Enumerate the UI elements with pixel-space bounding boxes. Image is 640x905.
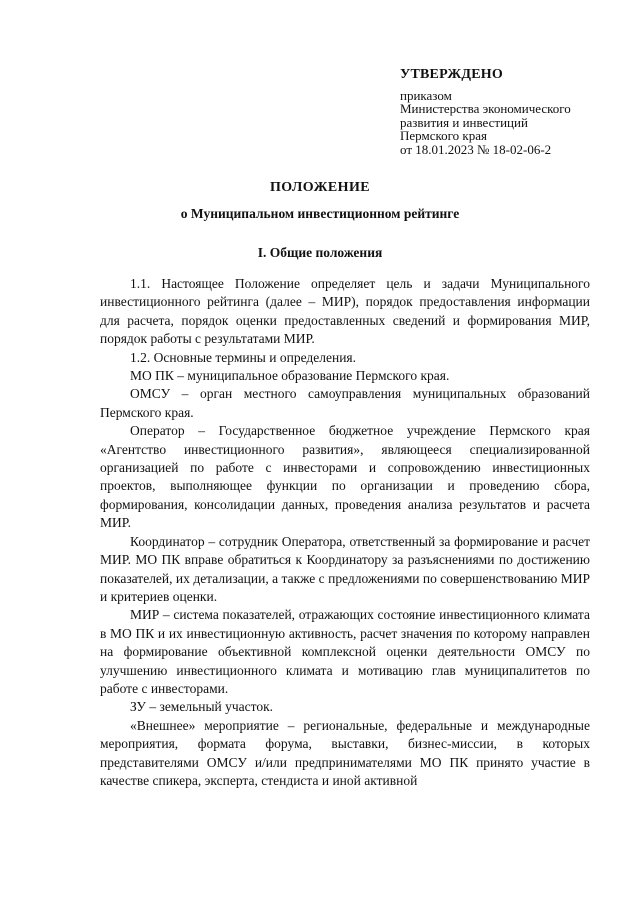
paragraph: Оператор – Государственное бюджетное учреждение Пермского края «Агентство инвестиционного развития», являющееся специализированной организацией по работе с инвесторами и сопровождению инвестиционных проектов, выполняющее функции по организации и проведению сбора, формирования, консолидации данных, проведения анализа результатов и расчета МИР. bbox=[100, 423, 590, 531]
approval-heading: УТВЕРЖДЕНО bbox=[400, 67, 503, 82]
approval-line: приказом bbox=[400, 87, 452, 103]
paragraph: 1.1. Настоящее Положение определяет цель и задачи Муниципального инвестиционного рейтинга (далее – МИР), порядок предоставления информации для расчета, порядок оценки предоставленных сведений и формирования МИР, порядок работы с результатами МИР. bbox=[100, 276, 590, 347]
approval-line: от 18.01.2023 № 18-02-06-2 bbox=[400, 141, 552, 157]
paragraph: МО ПК – муниципальное образование Пермского края. bbox=[130, 368, 450, 384]
paragraph: МИР – система показателей, отражающих состояние инвестиционного климата в МО ПК и их инвестиционную активность, расчет значения по которому направлен на формирование объективной комплексной оценки деятельности ОМСУ по улучшению инвестиционного климата и мотивацию глав муниципалитетов по работе с инвесторами. bbox=[100, 607, 590, 696]
approval-line: Пермского края bbox=[400, 128, 487, 143]
paragraph: Координатор – сотрудник Оператора, ответственный за формирование и расчет МИР. МО ПК вправе обратиться к Координатору за разъяснениями по достижению показателей, их детализации, а также с предложениями по совершенствованию МИР и критериев оценки. bbox=[100, 533, 590, 604]
section-title: I. Общие положения bbox=[257, 245, 383, 260]
paragraph: 1.2. Основные термины и определения. bbox=[130, 349, 357, 365]
paragraph: ЗУ – земельный участок. bbox=[130, 699, 274, 715]
approval-line: развития и инвестиций bbox=[400, 114, 528, 130]
paragraph: «Внешнее» мероприятие – региональные, федеральные и международные мероприятия, формата форума, выставки, бизнес-миссии, в которых представителями ОМСУ и/или предпринимателями МО ПК принято участие в качестве спикера, эксперта, стендиста и иной активной bbox=[100, 717, 590, 788]
document-subtitle: о Муниципальном инвестиционном рейтинге bbox=[180, 206, 460, 221]
paragraph: ОМСУ – орган местного самоуправления муниципальных образований Пермского края. bbox=[100, 386, 590, 420]
document-body bbox=[100, 275, 590, 790]
approval-line: Министерства экономического bbox=[400, 101, 571, 116]
approval-block bbox=[400, 68, 571, 156]
document-title: ПОЛОЖЕНИЕ bbox=[270, 180, 370, 195]
